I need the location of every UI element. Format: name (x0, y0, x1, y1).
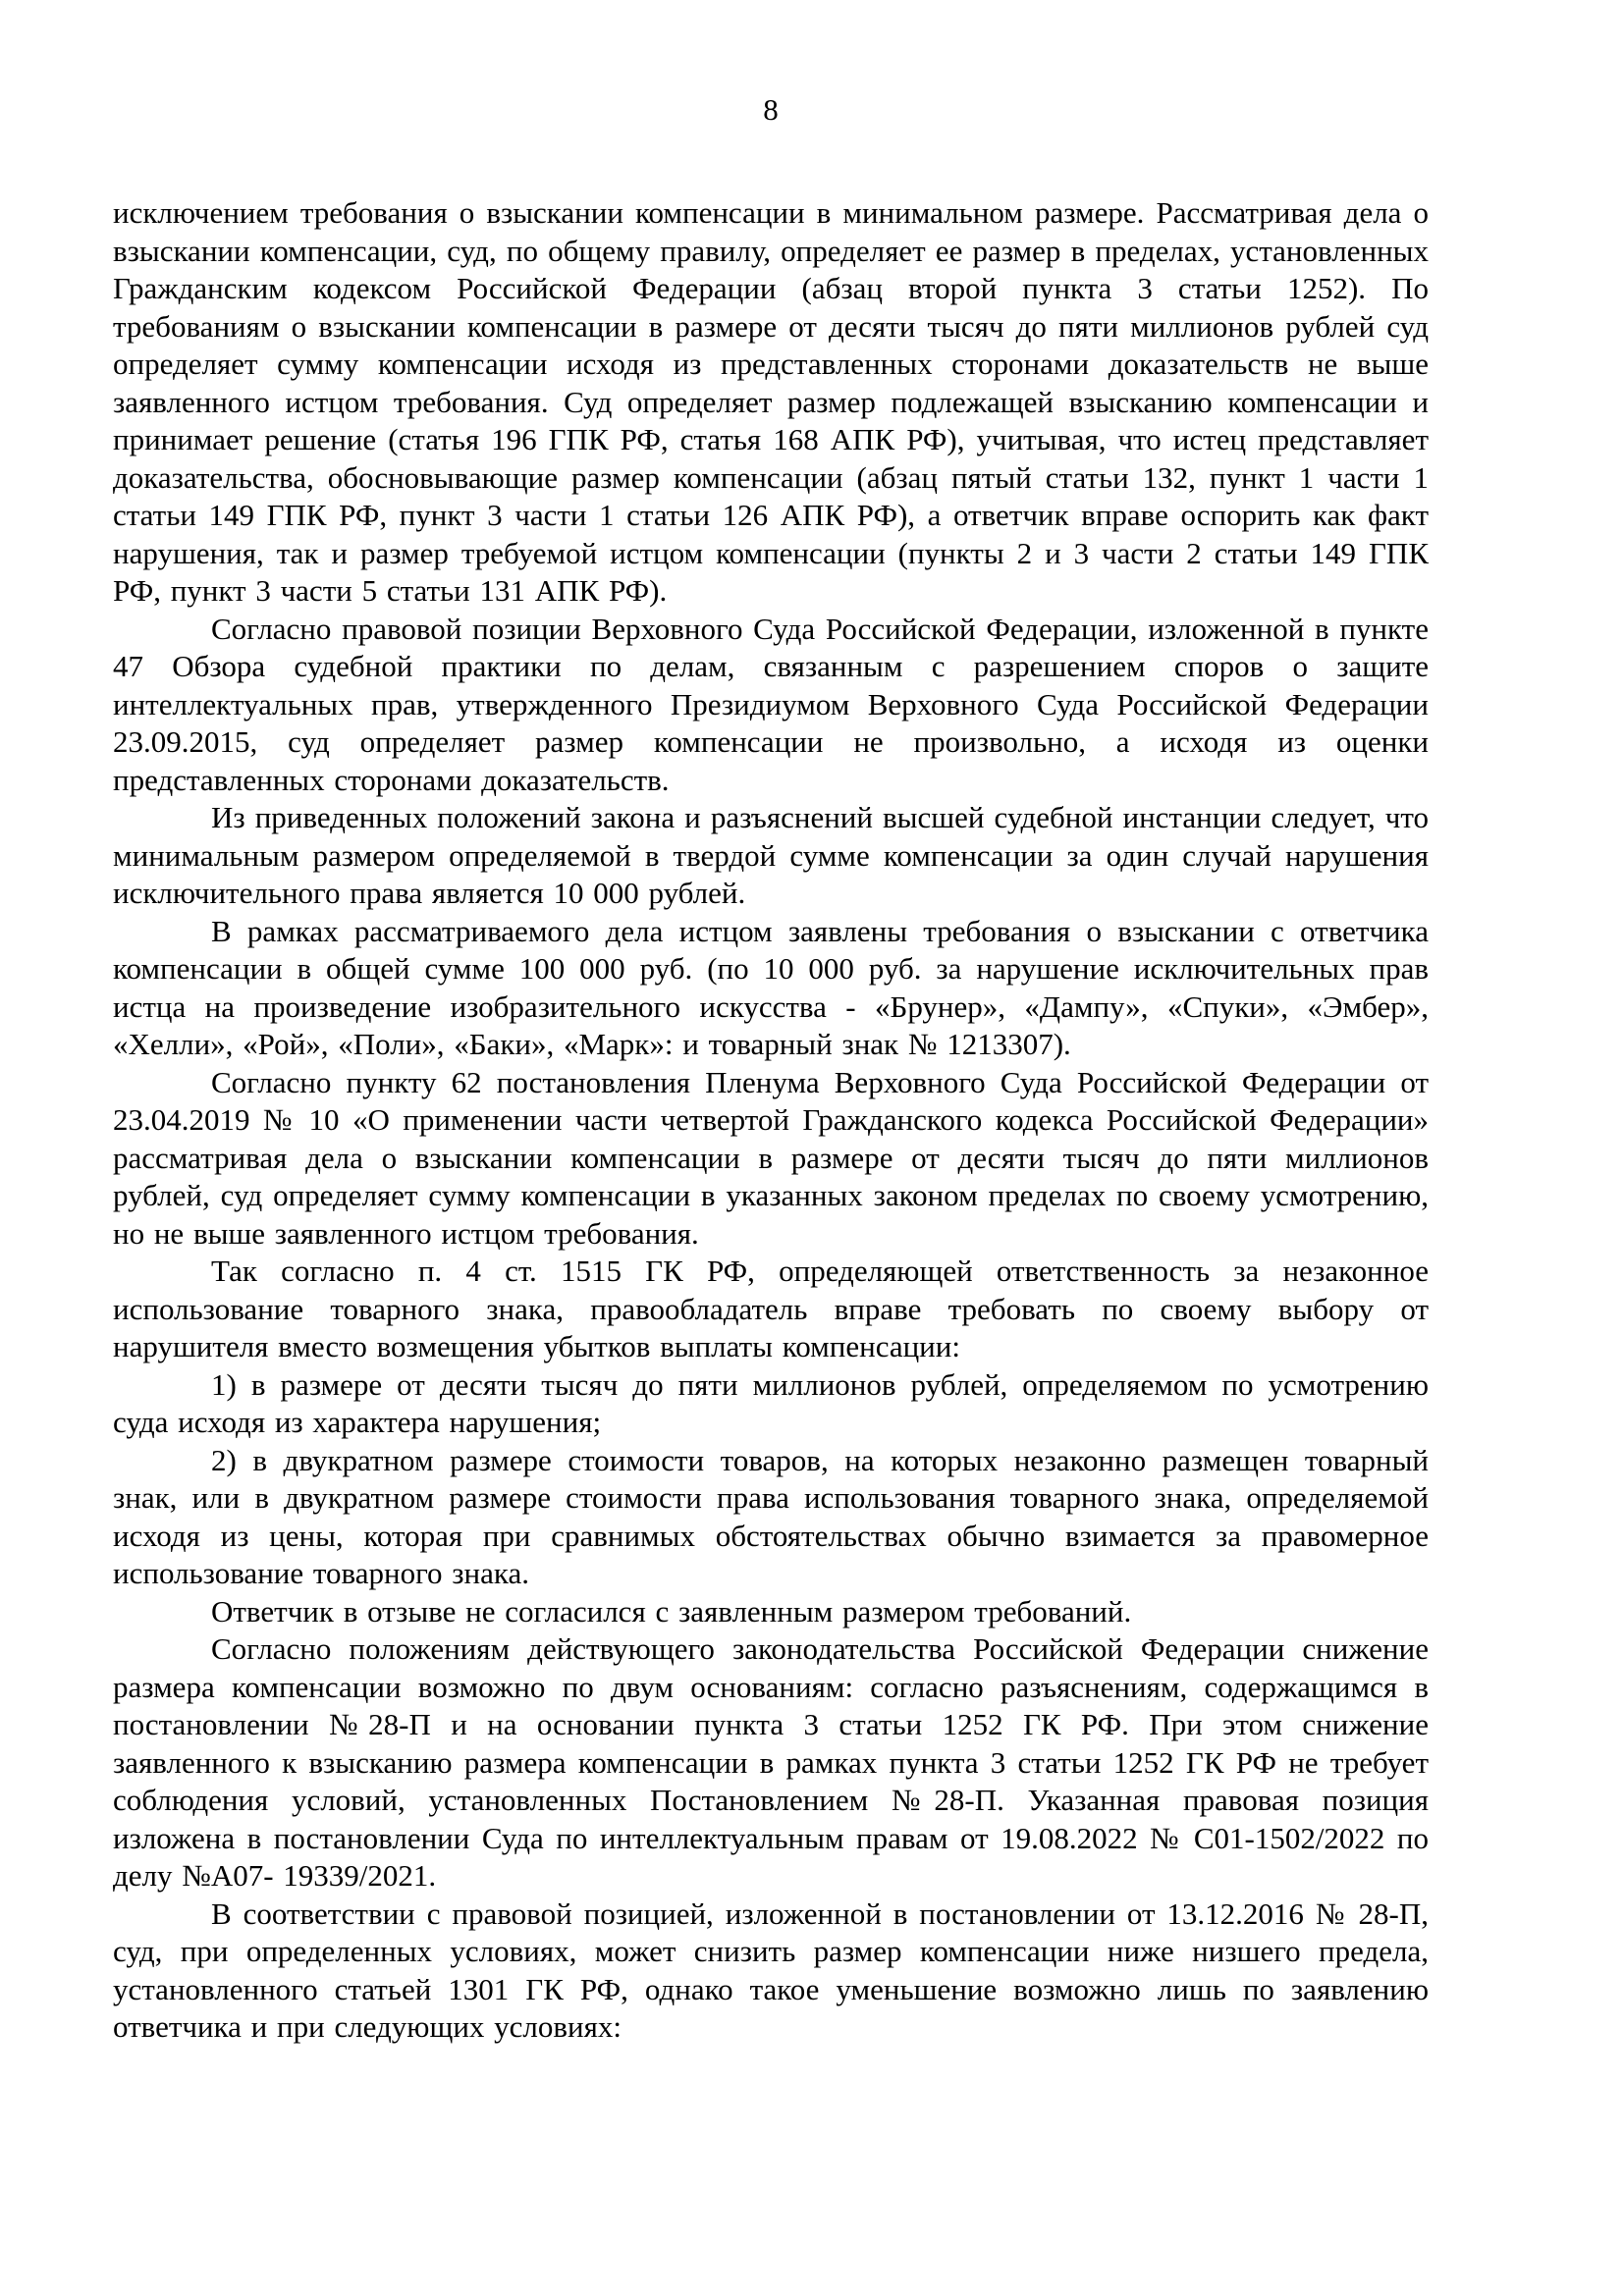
paragraph-vs-rf-position: Согласно правовой позиции Верховного Суда Российской Федерации, изложенной в пункте 47 Обзора судебной практики по делам, связанным с разрешением споров о защите интеллектуальных прав, утвержденного Президиумом Верховного Суда Российской Федерации 23.09.2015, суд определяет размер компенсации не произвольно, а исходя из оценки представленных сторонами доказательств. (113, 611, 1429, 797)
list-item-2: 2) в двукратном размере стоимости товаров, на которых незаконно размещен товарный знак, или в двукратном размере стоимости права использования товарного знака, определяемой исходя из цены, которая при сравнимых обстоятельствах обычно взимается за правомерное использование товарного знака. (113, 1442, 1429, 1590)
paragraph-continuation: исключением требования о взыскании компенсации в минимальном размере. Рассматривая дела о взыскании компенсации, суд, по общему правилу, определяет ее размер в пределах, установленных Гражданским кодексом Российской Федерации (абзац второй пункта 3 статьи 1252). По требованиям о взыскании компенсации в размере от десяти тысяч до пяти миллионов рублей суд определяет сумму компенсации исходя из представленных сторонами доказательств не выше заявленного истцом требования. Суд определяет размер подлежащей взысканию компенсации и принимает решение (статья 196 ГПК РФ, статья 168 АПК РФ), учитывая, что истец представляет доказательства, обосновывающие размер компенсации (абзац пятый статьи 132, пункт 1 части 1 статьи 149 ГПК РФ, пункт 3 части 1 статьи 126 АПК РФ), а ответчик вправе оспорить как факт нарушения, так и размер требуемой истцом компенсации (пункты 2 и 3 части 2 статьи 149 ГПК РФ, пункт 3 части 5 статьи 131 АПК РФ). (113, 195, 1429, 608)
paragraph-plenum-62: Согласно пункту 62 постановления Пленума Верховного Суда Российской Федерации от 23.04.2019 № 10 «О применении части четвертой Гражданского кодекса Российской Федерации» рассматривая дела о взыскании компенсации в размере от десяти тысяч до пяти миллионов рублей, суд определяет сумму компенсации в указанных законом пределах по своему усмотрению, но не выше заявленного истцом требования. (113, 1064, 1429, 1251)
document-body (113, 194, 1429, 2047)
page-number: 8 (763, 92, 779, 127)
paragraph-defendant-objection: Ответчик в отзыве не согласился с заявленным размером требований. (211, 1593, 1132, 1629)
list-item-1: 1) в размере от десяти тысяч до пяти миллионов рублей, определяемом по усмотрению суда исходя из характера нарушения; (113, 1366, 1429, 1439)
paragraph-art-1515: Так согласно п. 4 ст. 1515 ГК РФ, определяющей ответственность за незаконное использование товарного знака, правообладатель вправе требовать по своему выбору от нарушителя вместо возмещения убытков выплаты компенсации: (113, 1254, 1429, 1363)
paragraph-28p-position: В соответствии с правовой позицией, изложенной в постановлении от 13.12.2016 № 28-П, суд, при определенных условиях, может снизить размер компенсации ниже низшего предела, установленного статьей 1301 ГК РФ, однако такое уменьшение возможно лишь по заявлению ответчика и при следующих условиях: (113, 1896, 1429, 2044)
paragraph-reduction-grounds: Согласно положениям действующего законодательства Российской Федерации снижение размера компенсации возможно по двум основаниям: согласно разъяснениям, содержащимся в постановлении №28-П и на основании пункта 3 статьи 1252 ГК РФ. При этом снижение заявленного к взысканию размера компенсации в рамках пункта 3 статьи 1252 ГК РФ не требует соблюдения условий, установленных Постановлением №28-П. Указанная правовая позиция изложена в постановлении Суда по интеллектуальным правам от 19.08.2022 № С01-1502/2022 по делу №А07- 19339/2021. (113, 1631, 1429, 1893)
paragraph-claim-amount: В рамках рассматриваемого дела истцом заявлены требования о взыскании с ответчика компенсации в общей сумме 100 000 руб. (по 10 000 руб. за нарушение исключительных прав истца на произведение изобразительного искусства - «Брунер», «Дампу», «Спуки», «Эмбер», «Хелли», «Рой», «Поли», «Баки», «Марк»: и товарный знак № 1213307). (113, 913, 1429, 1061)
paragraph-minimum-size: Из приведенных положений закона и разъяснений высшей судебной инстанции следует, что минимальным размером определяемой в твердой сумме компенсации за один случай нарушения исключительного права является 10 000 рублей. (113, 800, 1429, 910)
